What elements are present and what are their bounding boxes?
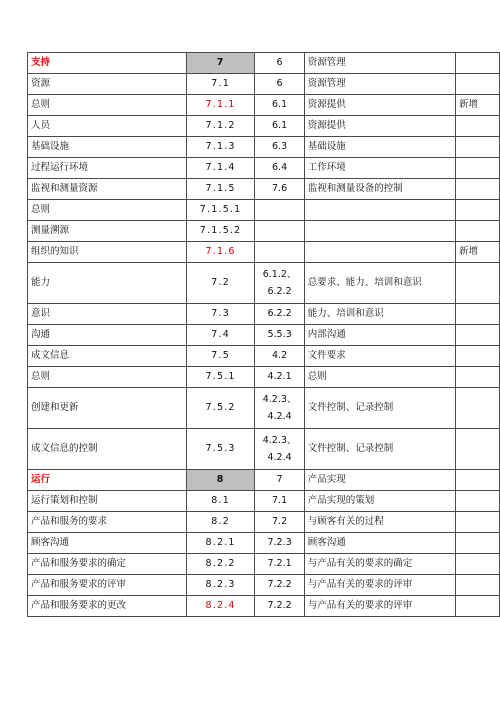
old-clause-number-cell: 4.2.3、 4.2.4 (255, 429, 304, 470)
old-clause-title-cell (304, 200, 455, 221)
new-clause-number-cell: 7.4 (186, 325, 255, 346)
remark-cell: 新增 (455, 242, 499, 263)
new-clause-title-cell: 组织的知识 (28, 242, 187, 263)
new-clause-title-cell: 成文信息的控制 (28, 429, 187, 470)
old-clause-number-cell: 7 (255, 470, 304, 491)
old-clause-number-cell: 7.2.3 (255, 533, 304, 554)
old-clause-number-cell (255, 221, 304, 242)
table-row (28, 575, 500, 596)
old-clause-title-cell: 内部沟通 (304, 325, 455, 346)
remark-cell (455, 74, 499, 95)
old-clause-number-cell: 4.2.1 (255, 367, 304, 388)
table-row (28, 512, 500, 533)
remark-cell (455, 596, 499, 617)
table-row (28, 388, 500, 429)
old-clause-title-cell: 工作环境 (304, 158, 455, 179)
table-row (28, 179, 500, 200)
old-clause-title-cell: 资源管理 (304, 53, 455, 74)
old-clause-title-cell: 顾客沟通 (304, 533, 455, 554)
old-clause-title-cell: 总要求、能力、培训和意识 (304, 263, 455, 304)
remark-cell: 新增 (455, 95, 499, 116)
new-clause-title-cell: 产品和服务要求的确定 (28, 554, 187, 575)
new-clause-number-cell: 7.1.3 (186, 137, 255, 158)
old-clause-title-cell: 文件控制、记录控制 (304, 429, 455, 470)
new-clause-number-cell: 7.1 (186, 74, 255, 95)
section-header-row (28, 470, 500, 491)
old-clause-title-cell: 监视和测量设备的控制 (304, 179, 455, 200)
remark-cell (455, 554, 499, 575)
new-clause-title-cell: 基础设施 (28, 137, 187, 158)
remark-cell (455, 512, 499, 533)
new-clause-title-cell: 总则 (28, 200, 187, 221)
table-body (28, 53, 500, 617)
table-row (28, 242, 500, 263)
old-clause-title-cell: 产品实现的策划 (304, 491, 455, 512)
table-row (28, 221, 500, 242)
new-clause-number-cell: 8.2.1 (186, 533, 255, 554)
old-clause-number-cell: 6.1.2、 6.2.2 (255, 263, 304, 304)
section-header-row (28, 53, 500, 74)
table-row (28, 596, 500, 617)
remark-cell (455, 388, 499, 429)
old-clause-title-cell: 产品实现 (304, 470, 455, 491)
new-clause-title-cell: 产品和服务的要求 (28, 512, 187, 533)
table-row (28, 491, 500, 512)
new-clause-title-cell: 测量溯源 (28, 221, 187, 242)
clause-mapping-table (27, 52, 500, 617)
new-clause-number-cell: 7.2 (186, 263, 255, 304)
new-clause-number-cell: 7.1.1 (186, 95, 255, 116)
table-row (28, 116, 500, 137)
new-clause-number-cell: 7 (186, 53, 255, 74)
table-row (28, 346, 500, 367)
new-clause-title-cell: 过程运行环境 (28, 158, 187, 179)
new-clause-title-cell: 产品和服务要求的更改 (28, 596, 187, 617)
old-clause-number-cell: 4.2.3、 4.2.4 (255, 388, 304, 429)
old-clause-title-cell: 与产品有关的要求的评审 (304, 596, 455, 617)
table-row (28, 554, 500, 575)
new-clause-title-cell: 能力 (28, 263, 187, 304)
old-clause-title-cell: 资源提供 (304, 116, 455, 137)
remark-cell (455, 575, 499, 596)
old-clause-title-cell: 文件要求 (304, 346, 455, 367)
remark-cell (455, 325, 499, 346)
new-clause-title-cell: 意识 (28, 304, 187, 325)
old-clause-number-cell: 6.1 (255, 116, 304, 137)
old-clause-title-cell: 资源提供 (304, 95, 455, 116)
remark-cell (455, 491, 499, 512)
remark-cell (455, 200, 499, 221)
table-row (28, 158, 500, 179)
old-clause-title-cell (304, 242, 455, 263)
old-clause-title-cell: 资源管理 (304, 74, 455, 95)
new-clause-number-cell: 7.3 (186, 304, 255, 325)
new-clause-number-cell: 8 (186, 470, 255, 491)
remark-cell (455, 263, 499, 304)
new-clause-title-cell: 支持 (28, 53, 187, 74)
old-clause-number-cell: 7.2.2 (255, 575, 304, 596)
new-clause-number-cell: 7.5.2 (186, 388, 255, 429)
old-clause-number-cell: 6.3 (255, 137, 304, 158)
new-clause-number-cell: 7.1.4 (186, 158, 255, 179)
old-clause-number-cell: 5.5.3 (255, 325, 304, 346)
remark-cell (455, 346, 499, 367)
old-clause-number-cell (255, 200, 304, 221)
old-clause-title-cell: 能力、培训和意识 (304, 304, 455, 325)
table-row (28, 137, 500, 158)
new-clause-title-cell: 沟通 (28, 325, 187, 346)
old-clause-number-cell: 6 (255, 53, 304, 74)
old-clause-title-cell: 与顾客有关的过程 (304, 512, 455, 533)
remark-cell (455, 470, 499, 491)
new-clause-title-cell: 人员 (28, 116, 187, 137)
new-clause-title-cell: 运行策划和控制 (28, 491, 187, 512)
table-row (28, 325, 500, 346)
remark-cell (455, 179, 499, 200)
old-clause-number-cell: 6.4 (255, 158, 304, 179)
new-clause-title-cell: 顾客沟通 (28, 533, 187, 554)
new-clause-title-cell: 运行 (28, 470, 187, 491)
table-row (28, 533, 500, 554)
old-clause-number-cell: 7.2 (255, 512, 304, 533)
table-row (28, 367, 500, 388)
remark-cell (455, 53, 499, 74)
new-clause-title-cell: 监视和测量资源 (28, 179, 187, 200)
remark-cell (455, 533, 499, 554)
new-clause-number-cell: 7.1.5.2 (186, 221, 255, 242)
table-row (28, 74, 500, 95)
table-row (28, 263, 500, 304)
old-clause-number-cell: 7.6 (255, 179, 304, 200)
new-clause-title-cell: 资源 (28, 74, 187, 95)
new-clause-title-cell: 总则 (28, 367, 187, 388)
remark-cell (455, 367, 499, 388)
old-clause-title-cell (304, 221, 455, 242)
old-clause-title-cell: 与产品有关的要求的评审 (304, 575, 455, 596)
old-clause-number-cell: 6.2.2 (255, 304, 304, 325)
old-clause-number-cell: 4.2 (255, 346, 304, 367)
table-row (28, 95, 500, 116)
new-clause-title-cell: 产品和服务要求的评审 (28, 575, 187, 596)
new-clause-number-cell: 7.1.5 (186, 179, 255, 200)
remark-cell (455, 221, 499, 242)
new-clause-number-cell: 7.1.2 (186, 116, 255, 137)
remark-cell (455, 137, 499, 158)
old-clause-number-cell: 7.2.2 (255, 596, 304, 617)
old-clause-number-cell (255, 242, 304, 263)
new-clause-title-cell: 总则 (28, 95, 187, 116)
new-clause-number-cell: 8.1 (186, 491, 255, 512)
old-clause-title-cell: 与产品有关的要求的确定 (304, 554, 455, 575)
table-row (28, 304, 500, 325)
table-row (28, 429, 500, 470)
new-clause-number-cell: 7.5.3 (186, 429, 255, 470)
new-clause-title-cell: 成文信息 (28, 346, 187, 367)
old-clause-title-cell: 总则 (304, 367, 455, 388)
old-clause-number-cell: 6 (255, 74, 304, 95)
new-clause-number-cell: 8.2.2 (186, 554, 255, 575)
old-clause-number-cell: 6.1 (255, 95, 304, 116)
new-clause-number-cell: 8.2 (186, 512, 255, 533)
new-clause-number-cell: 8.2.4 (186, 596, 255, 617)
new-clause-number-cell: 7.5.1 (186, 367, 255, 388)
remark-cell (455, 304, 499, 325)
old-clause-number-cell: 7.2.1 (255, 554, 304, 575)
new-clause-number-cell: 7.5 (186, 346, 255, 367)
old-clause-number-cell: 7.1 (255, 491, 304, 512)
new-clause-title-cell: 创建和更新 (28, 388, 187, 429)
old-clause-title-cell: 文件控制、记录控制 (304, 388, 455, 429)
table-row (28, 200, 500, 221)
new-clause-number-cell: 8.2.3 (186, 575, 255, 596)
new-clause-number-cell: 7.1.5.1 (186, 200, 255, 221)
remark-cell (455, 158, 499, 179)
remark-cell (455, 429, 499, 470)
remark-cell (455, 116, 499, 137)
new-clause-number-cell: 7.1.6 (186, 242, 255, 263)
old-clause-title-cell: 基础设施 (304, 137, 455, 158)
